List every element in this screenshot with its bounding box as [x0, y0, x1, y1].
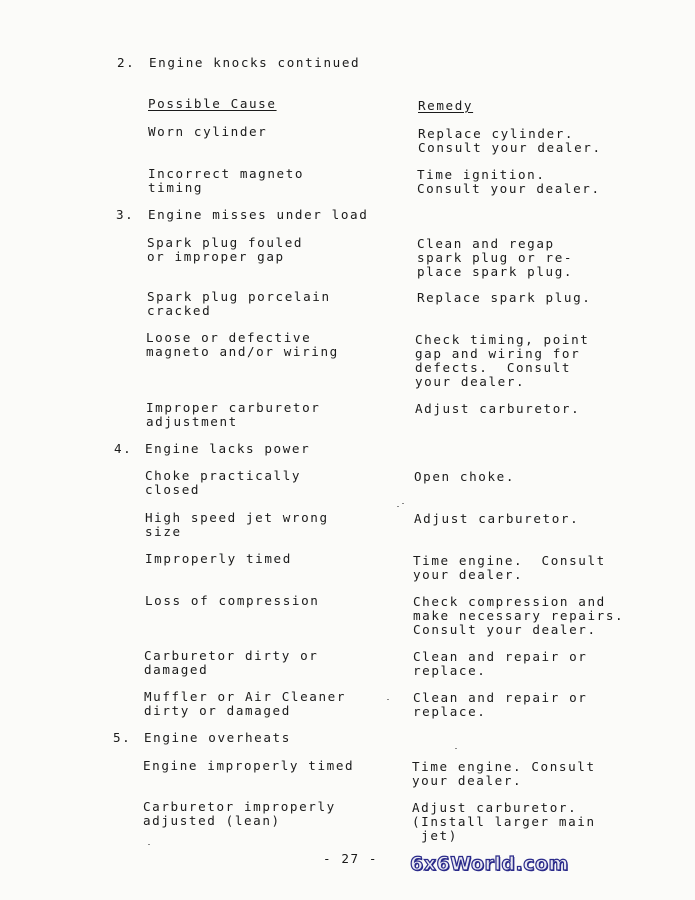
remedy-high-speed-jet: Adjust carburetor.	[414, 511, 580, 526]
remedy-loose-magneto: Check timing, point gap and wiring for defects. Consult your dealer.	[415, 332, 590, 389]
cause-loose-magneto: Loose or defective magneto and/or wiring	[146, 330, 339, 359]
cause-loss-of-compression: Loss of compression	[145, 593, 320, 608]
remedy-carburetor-adjustment: Adjust carburetor.	[415, 401, 581, 416]
cause-choke-closed: Choke practically closed	[145, 468, 302, 497]
section-2-number: 2.	[117, 55, 136, 70]
scan-speck	[148, 844, 150, 845]
section-3-title: Engine misses under load	[148, 207, 369, 222]
remedy-muffler-air-cleaner: Clean and repair or replace.	[413, 690, 588, 719]
cause-worn-cylinder: Worn cylinder	[148, 124, 268, 139]
remedy-header: Remedy	[418, 98, 474, 113]
remedy-magneto-timing: Time ignition. Consult your dealer.	[417, 167, 601, 196]
section-2-title: Engine knocks continued	[149, 55, 361, 70]
cause-carburetor-adjustment: Improper carburetor adjustment	[146, 400, 321, 429]
cause-carburetor-dirty: Carburetor dirty or damaged	[144, 648, 319, 677]
remedy-engine-improperly-timed: Time engine. Consult your dealer.	[412, 759, 596, 788]
remedy-carburetor-dirty: Clean and repair or replace.	[413, 649, 588, 678]
cause-improperly-timed: Improperly timed	[145, 551, 292, 566]
remedy-improperly-timed: Time engine. Consult your dealer.	[413, 553, 606, 582]
section-3-number: 3.	[116, 207, 135, 222]
cause-spark-plug-fouled: Spark plug fouled or improper gap	[147, 235, 304, 264]
section-5-title: Engine overheats	[144, 730, 291, 745]
scan-speck	[387, 699, 389, 700]
remedy-carburetor-lean: Adjust carburetor. (Install larger main jet)	[412, 800, 596, 843]
remedy-choke-closed: Open choke.	[414, 469, 516, 484]
section-4-number: 4.	[114, 441, 133, 456]
cause-porcelain-cracked: Spark plug porcelain cracked	[147, 289, 331, 318]
cause-carburetor-lean: Carburetor improperly adjusted (lean)	[143, 799, 336, 828]
scan-speck	[397, 506, 399, 507]
section-4-title: Engine lacks power	[145, 441, 311, 456]
page-number: - 27 -	[323, 851, 379, 866]
cause-engine-improperly-timed: Engine improperly timed	[143, 758, 355, 773]
possible-cause-header: Possible Cause	[148, 96, 277, 111]
remedy-spark-plug-fouled: Clean and regap spark plug or re- place spark plug.	[417, 236, 574, 279]
cause-magneto-timing: Incorrect magneto timing	[148, 166, 305, 195]
remedy-loss-of-compression: Check compression and make necessary repairs. Consult your dealer.	[413, 594, 625, 637]
watermark-logo: 6x6World.com	[410, 853, 569, 875]
cause-high-speed-jet: High speed jet wrong size	[145, 510, 329, 539]
section-5-number: 5.	[113, 730, 132, 745]
scan-speck	[402, 503, 404, 504]
remedy-porcelain-cracked: Replace spark plug.	[417, 290, 592, 305]
remedy-worn-cylinder: Replace cylinder. Consult your dealer.	[418, 126, 602, 155]
scan-speck	[455, 748, 457, 749]
cause-muffler-air-cleaner: Muffler or Air Cleaner dirty or damaged	[144, 689, 347, 718]
